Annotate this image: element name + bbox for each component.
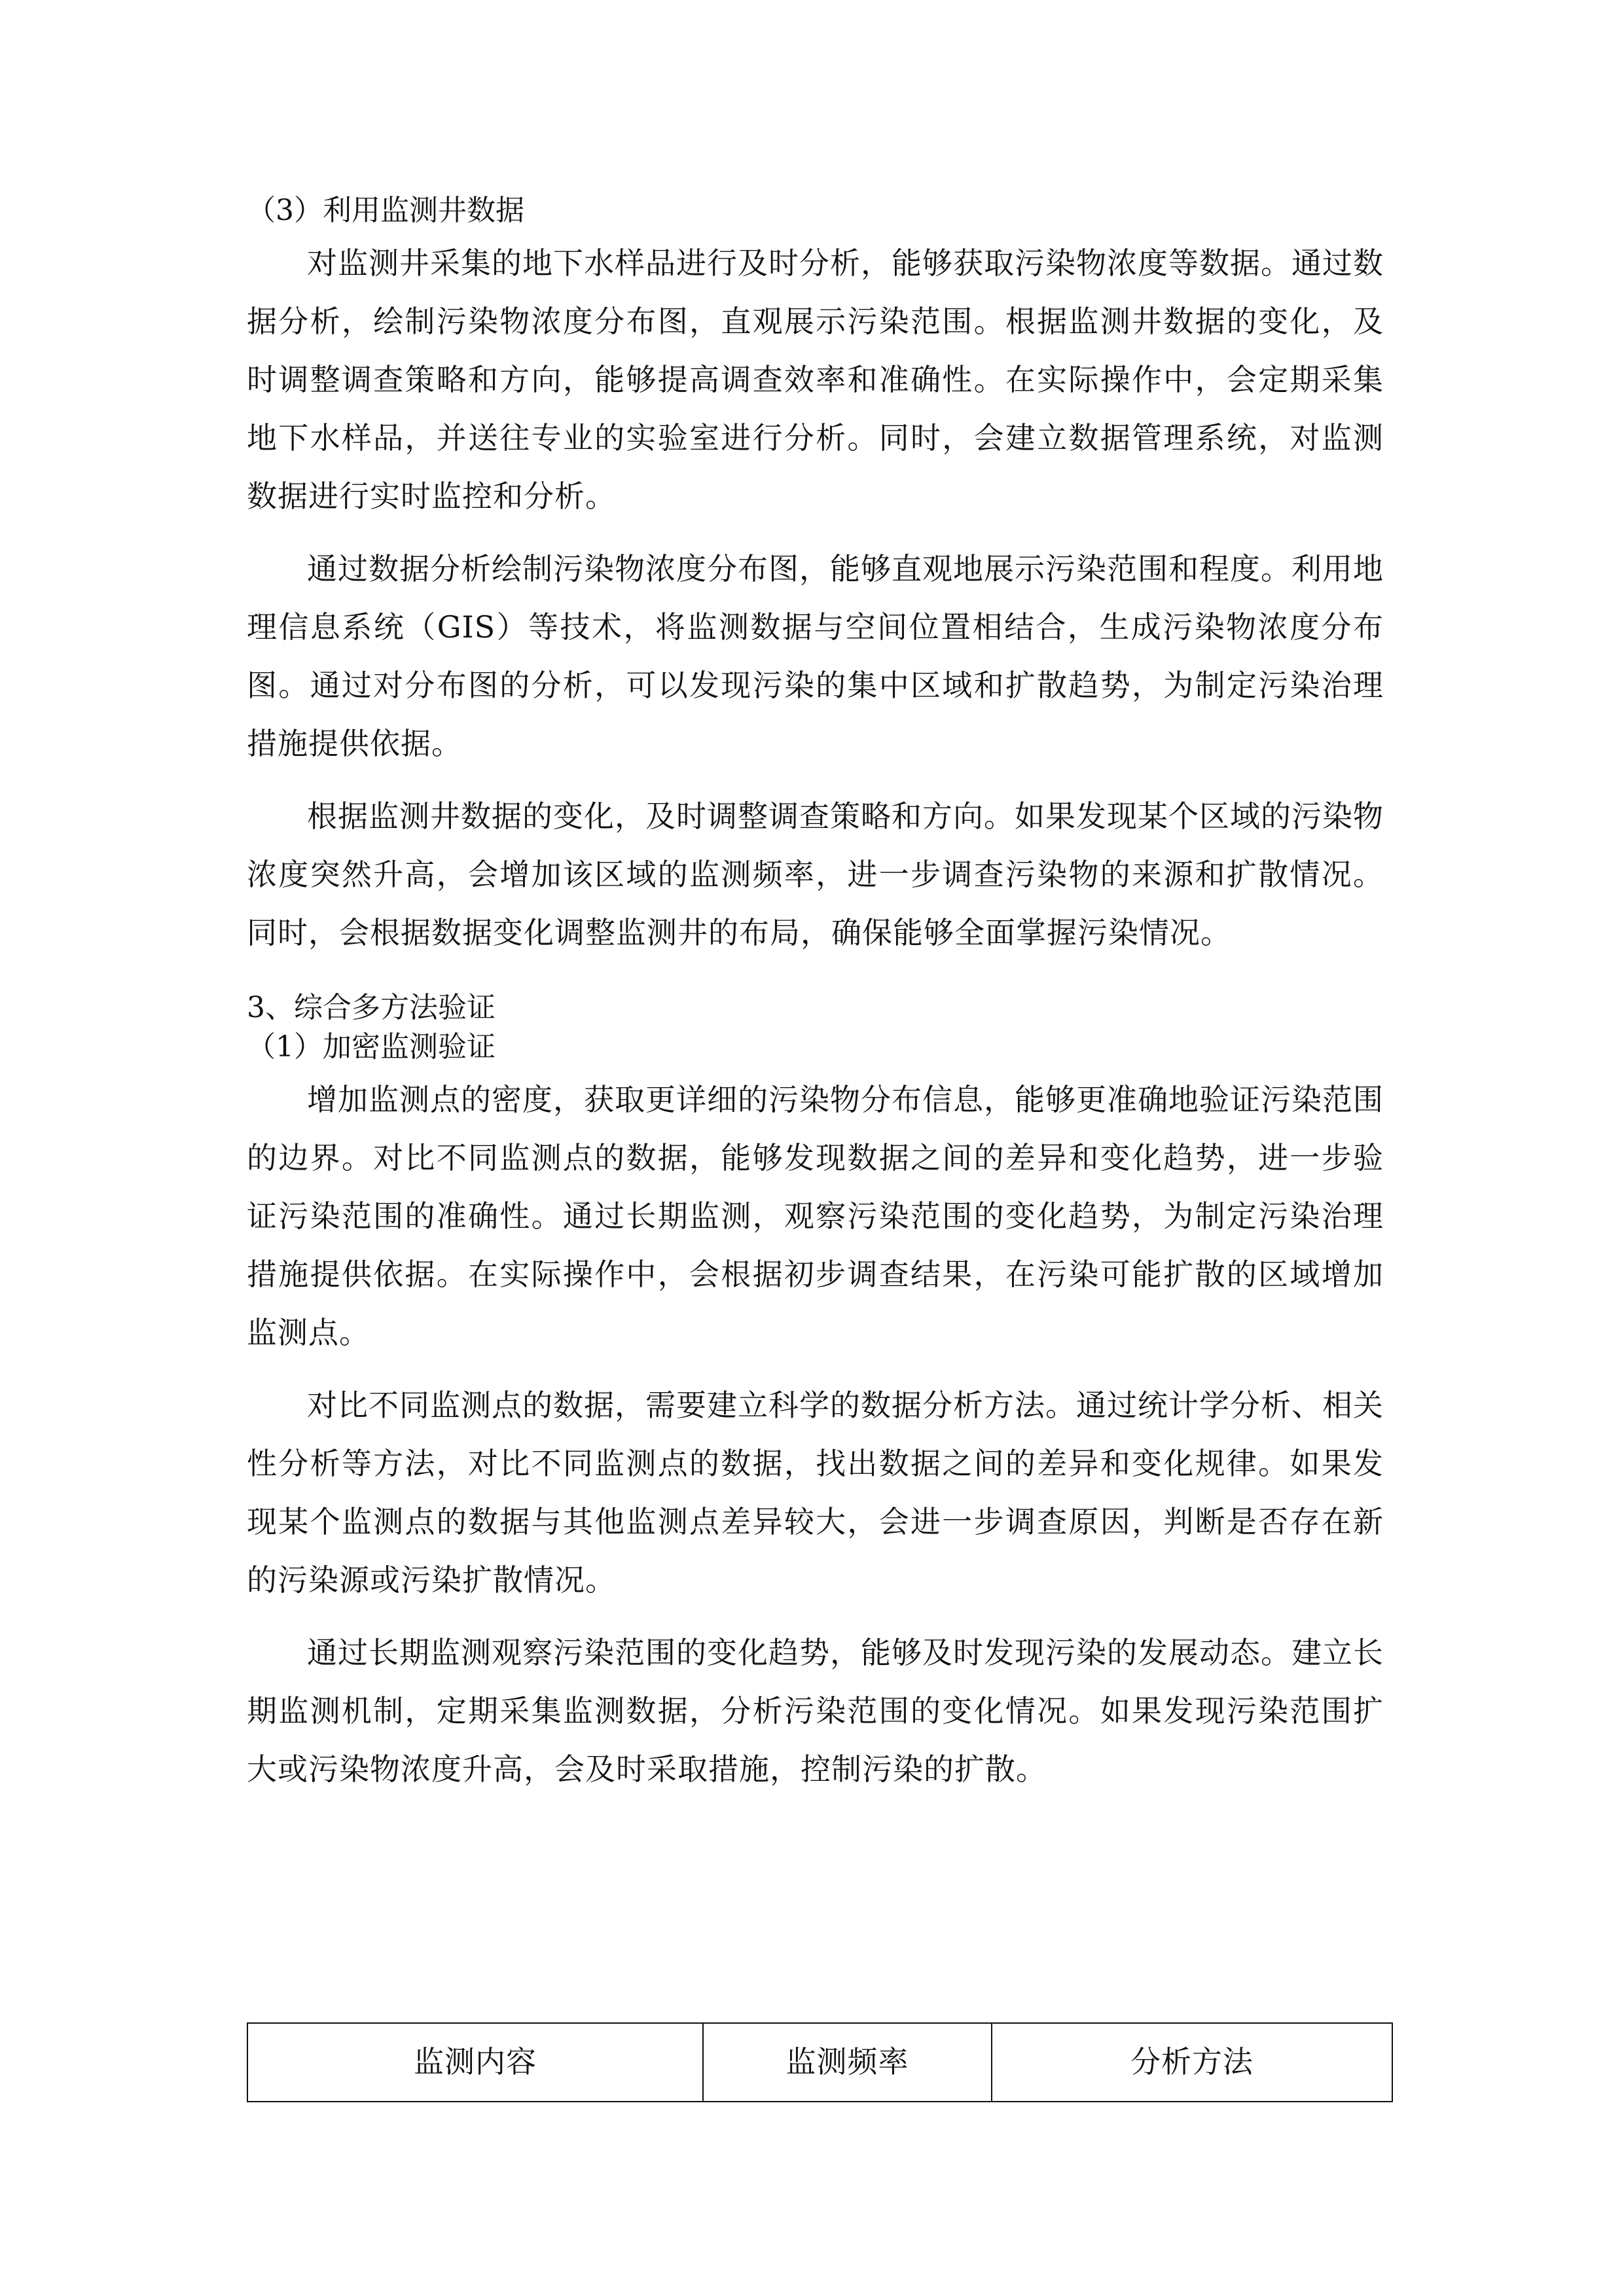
paragraph: 通过长期监测观察污染范围的变化趋势，能够及时发现污染的发展动态。建立长期监测机制，定期采集监测数据，分析污染范围的变化情况。如果发现污染范围扩大或污染物浓度升高，会及时采取措施，控制污染的扩散。 [247,1635,1384,1787]
subsection-heading-dense-monitoring: （1）加密监测验证 [247,1030,496,1064]
paragraph: 增加监测点的密度，获取更详细的污染物分布信息，能够更准确地验证污染范围的边界。对比不同监测点的数据，能够发现数据之间的差异和变化趋势，进一步验证污染范围的准确性。通过长期监测，观察污染范围的变化趋势，为制定污染治理措施提供依据。在实际操作中，会根据初步调查结果，在污染可能扩散的区域增加监测点。 [247,1082,1384,1350]
document-body [247,191,1384,1799]
table-header-row [247,2023,1392,2102]
table-header-cell: 监测频率 [703,2023,992,2102]
paragraph: 对比不同监测点的数据，需要建立科学的数据分析方法。通过统计学分析、相关性分析等方法，对比不同监测点的数据，找出数据之间的差异和变化规律。如果发现某个监测点的数据与其他监测点差异较大，会进一步调查原因，判断是否存在新的污染源或污染扩散情况。 [247,1388,1384,1598]
table-header-cell: 监测内容 [247,2023,703,2102]
monitoring-table [247,2022,1393,2102]
paragraph: 通过数据分析绘制污染物浓度分布图，能够直观地展示污染范围和程度。利用地理信息系统（GIS）等技术，将监测数据与空间位置相结合，生成污染物浓度分布图。通过对分布图的分析，可以发现污染的集中区域和扩散趋势，为制定污染治理措施提供依据。 [247,551,1384,761]
paragraph: 根据监测井数据的变化，及时调整调查策略和方向。如果发现某个区域的污染物浓度突然升高，会增加该区域的监测频率，进一步调查污染物的来源和扩散情况。同时，会根据数据变化调整监测井的布局，确保能够全面掌握污染情况。 [247,798,1384,950]
chapter-heading-multi-method-verification: 3、综合多方法验证 [247,991,496,1024]
section-heading-monitoring-well-data: （3）利用监测井数据 [247,194,524,227]
paragraph: 对监测井采集的地下水样品进行及时分析，能够获取污染物浓度等数据。通过数据分析，绘制污染物浓度分布图，直观展示污染范围。根据监测井数据的变化，及时调整调查策略和方向，能够提高调查效率和准确性。在实际操作中，会定期采集地下水样品，并送往专业的实验室进行分析。同时，会建立数据管理系统，对监测数据进行实时监控和分析。 [247,245,1384,514]
table-header-cell: 分析方法 [992,2023,1392,2102]
